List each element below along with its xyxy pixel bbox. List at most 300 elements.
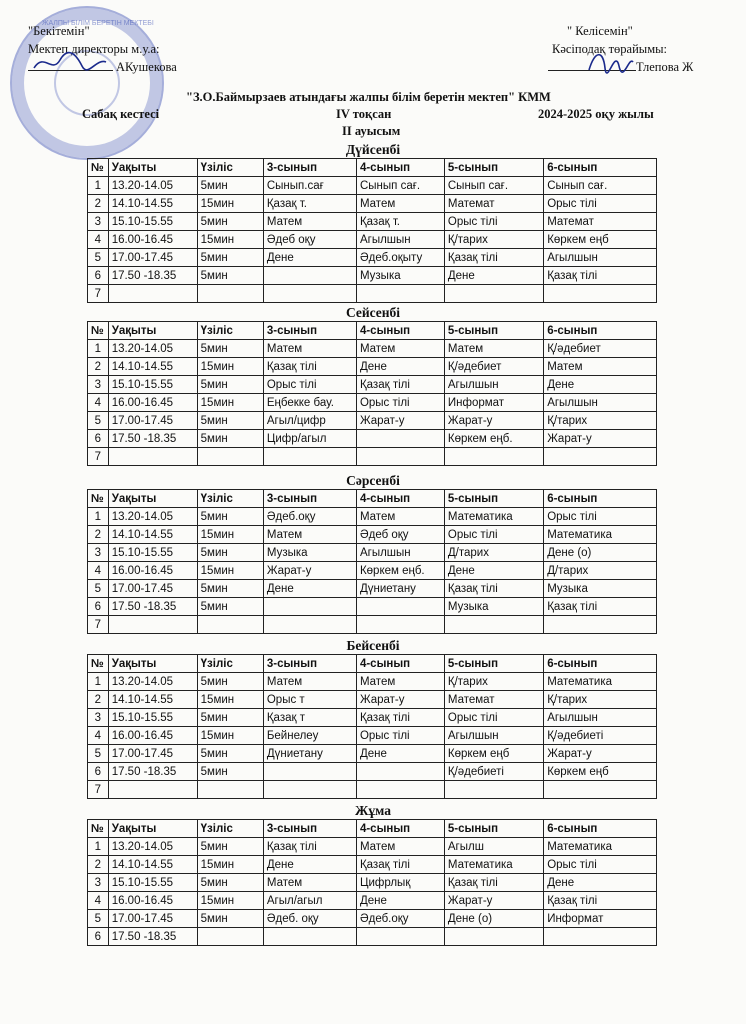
- column-header: 3-сынып: [263, 322, 356, 340]
- subject-cell: Дене: [356, 892, 444, 910]
- subject-cell: Орыс тілі: [444, 709, 543, 727]
- approve-name: АКушекова: [116, 60, 177, 74]
- subject-cell: Музыка: [544, 580, 657, 598]
- column-header: Уақыты: [108, 322, 197, 340]
- break-duration: 5мин: [197, 763, 263, 781]
- agree-signature: [585, 46, 635, 76]
- column-header: №: [88, 159, 109, 177]
- subject-cell: Дене: [544, 874, 657, 892]
- subject-cell: [544, 928, 657, 946]
- break-duration: [197, 928, 263, 946]
- subject-cell: Музыка: [444, 598, 543, 616]
- table-row: [88, 195, 657, 213]
- subject-cell: [444, 616, 543, 634]
- subject-cell: Дүниетану: [356, 580, 444, 598]
- lesson-time: [108, 781, 197, 799]
- subject-cell: Дене: [356, 745, 444, 763]
- subject-cell: Орыс т: [263, 691, 356, 709]
- subject-cell: Агылшын: [356, 231, 444, 249]
- break-duration: 5мин: [197, 249, 263, 267]
- lesson-time: 15.10-15.55: [108, 213, 197, 231]
- subject-cell: Қазақ тілі: [263, 358, 356, 376]
- column-header: Үзіліс: [197, 490, 263, 508]
- table-row: [88, 781, 657, 799]
- subject-cell: Цифрлық: [356, 874, 444, 892]
- school-year: 2024-2025 оқу жылы: [538, 107, 654, 121]
- subject-cell: Қазақ тілі: [544, 598, 657, 616]
- lesson-time: 13.20-14.05: [108, 838, 197, 856]
- break-duration: 5мин: [197, 745, 263, 763]
- lesson-time: 14.10-14.55: [108, 195, 197, 213]
- column-header: Үзіліс: [197, 655, 263, 673]
- break-duration: 5мин: [197, 598, 263, 616]
- subject-cell: Матем: [356, 340, 444, 358]
- subject-cell: Әдеб.оқыту: [356, 249, 444, 267]
- table-row: [88, 874, 657, 892]
- day-title: Сәрсенбі: [346, 473, 400, 488]
- table-header-row: [88, 159, 657, 177]
- lesson-number: 6: [88, 763, 109, 781]
- subject-cell: Математика: [544, 526, 657, 544]
- table-row: [88, 838, 657, 856]
- column-header: 3-сынып: [263, 820, 356, 838]
- subject-cell: Цифр/агыл: [263, 430, 356, 448]
- table-row: [88, 928, 657, 946]
- column-header: 4-сынып: [356, 820, 444, 838]
- subject-cell: [444, 285, 543, 303]
- subject-cell: Матем: [444, 340, 543, 358]
- subject-cell: [444, 448, 543, 466]
- subject-cell: Матем: [263, 340, 356, 358]
- break-duration: 5мин: [197, 430, 263, 448]
- break-duration: 5мин: [197, 580, 263, 598]
- lesson-number: 6: [88, 928, 109, 946]
- subject-cell: Математ: [544, 213, 657, 231]
- column-header: Уақыты: [108, 490, 197, 508]
- subject-cell: Көркем еңб.: [444, 430, 543, 448]
- subject-cell: Көркем еңб.: [356, 562, 444, 580]
- table-row: [88, 727, 657, 745]
- subject-cell: Агылшын: [444, 376, 543, 394]
- column-header: 4-сынып: [356, 322, 444, 340]
- subject-cell: Жарат-у: [356, 691, 444, 709]
- lesson-number: 1: [88, 177, 109, 195]
- table-row: [88, 580, 657, 598]
- lesson-time: 13.20-14.05: [108, 340, 197, 358]
- approve-role: Мектеп директоры м.у.а:: [28, 42, 160, 56]
- subject-cell: Музыка: [263, 544, 356, 562]
- subject-cell: Информат: [544, 910, 657, 928]
- subject-cell: Агылшын: [444, 727, 543, 745]
- break-duration: [197, 616, 263, 634]
- lesson-time: 16.00-16.45: [108, 394, 197, 412]
- lesson-number: 3: [88, 213, 109, 231]
- lesson-number: 1: [88, 838, 109, 856]
- table-header-row: [88, 820, 657, 838]
- schedule-table: [87, 654, 657, 799]
- table-row: [88, 412, 657, 430]
- subject-cell: Жарат-у: [444, 412, 543, 430]
- lesson-number: 2: [88, 526, 109, 544]
- day-title: Бейсенбі: [346, 638, 400, 653]
- lesson-time: 17.00-17.45: [108, 745, 197, 763]
- subject-cell: Дене: [544, 376, 657, 394]
- subject-cell: Музыка: [356, 267, 444, 285]
- subject-cell: Сынып.сағ: [263, 177, 356, 195]
- subject-cell: Қазақ тілі: [356, 709, 444, 727]
- table-row: [88, 358, 657, 376]
- subject-cell: Сынып сағ.: [444, 177, 543, 195]
- lesson-number: 5: [88, 249, 109, 267]
- subject-cell: [544, 616, 657, 634]
- table-row: [88, 376, 657, 394]
- subject-cell: Қазақ тілі: [356, 856, 444, 874]
- lesson-time: 14.10-14.55: [108, 526, 197, 544]
- lesson-number: 4: [88, 231, 109, 249]
- subject-cell: [356, 448, 444, 466]
- break-duration: 15мин: [197, 892, 263, 910]
- column-header: Үзіліс: [197, 820, 263, 838]
- subject-cell: Қ/әдебиеті: [544, 727, 657, 745]
- agree-role: Кәсіподақ төрайымы:: [552, 42, 667, 56]
- subject-cell: Қ/әдебиет: [444, 358, 543, 376]
- lesson-time: [108, 448, 197, 466]
- subject-cell: Дене: [444, 267, 543, 285]
- subject-cell: Матем: [263, 526, 356, 544]
- table-row: [88, 616, 657, 634]
- lesson-number: 6: [88, 430, 109, 448]
- subject-cell: Математика: [444, 508, 543, 526]
- subject-cell: Орыс тілі: [544, 195, 657, 213]
- subject-cell: Сынып сағ.: [544, 177, 657, 195]
- lesson-number: 6: [88, 267, 109, 285]
- subject-cell: Орыс тілі: [263, 376, 356, 394]
- table-row: [88, 213, 657, 231]
- subject-cell: [544, 448, 657, 466]
- lesson-time: 13.20-14.05: [108, 508, 197, 526]
- break-duration: [197, 448, 263, 466]
- lesson-number: 6: [88, 598, 109, 616]
- subject-cell: Қ/әдебиеті: [444, 763, 543, 781]
- column-header: №: [88, 490, 109, 508]
- subject-cell: Агылш: [444, 838, 543, 856]
- subject-cell: [544, 285, 657, 303]
- subject-cell: Жарат-у: [444, 892, 543, 910]
- subject-cell: Орыс тілі: [356, 727, 444, 745]
- subject-cell: Агылшын: [544, 709, 657, 727]
- schedule-table: [87, 158, 657, 303]
- subject-cell: Дүниетану: [263, 745, 356, 763]
- column-header: 5-сынып: [444, 655, 543, 673]
- subject-cell: Дене (о): [444, 910, 543, 928]
- lesson-time: 16.00-16.45: [108, 892, 197, 910]
- break-duration: 5мин: [197, 508, 263, 526]
- table-row: [88, 285, 657, 303]
- subject-cell: Агыл/цифр: [263, 412, 356, 430]
- subject-cell: Қ/тарих: [444, 231, 543, 249]
- subject-cell: [356, 430, 444, 448]
- subject-cell: Матем: [356, 195, 444, 213]
- lesson-number: 1: [88, 673, 109, 691]
- break-duration: 15мин: [197, 231, 263, 249]
- lesson-number: 3: [88, 709, 109, 727]
- column-header: Үзіліс: [197, 322, 263, 340]
- lesson-time: 14.10-14.55: [108, 856, 197, 874]
- subject-cell: Математика: [444, 856, 543, 874]
- schedule-table: [87, 819, 657, 946]
- subject-cell: Қазақ т: [263, 709, 356, 727]
- subject-cell: Әдеб.оқу: [356, 910, 444, 928]
- stamp-text: ЖАЛПЫ БІЛІМ БЕРЕТІН МЕКТЕБІ: [42, 20, 154, 27]
- lesson-number: 4: [88, 394, 109, 412]
- subject-cell: Информат: [444, 394, 543, 412]
- lesson-time: 15.10-15.55: [108, 544, 197, 562]
- subject-cell: [356, 285, 444, 303]
- subject-cell: Сынып сағ.: [356, 177, 444, 195]
- lesson-time: 13.20-14.05: [108, 177, 197, 195]
- table-row: [88, 691, 657, 709]
- subject-cell: Орыс тілі: [444, 526, 543, 544]
- break-duration: 15мин: [197, 394, 263, 412]
- column-header: Уақыты: [108, 159, 197, 177]
- day-title: Дүйсенбі: [345, 142, 401, 157]
- break-duration: 5мин: [197, 177, 263, 195]
- subject-cell: Дене: [263, 580, 356, 598]
- subject-cell: [356, 616, 444, 634]
- subject-cell: Орыс тілі: [544, 508, 657, 526]
- lesson-time: 17.00-17.45: [108, 412, 197, 430]
- lesson-time: 17.00-17.45: [108, 910, 197, 928]
- column-header: 3-сынып: [263, 655, 356, 673]
- subject-cell: Бейнелеу: [263, 727, 356, 745]
- lesson-number: 2: [88, 358, 109, 376]
- subject-cell: Матем: [356, 508, 444, 526]
- table-row: [88, 745, 657, 763]
- agree-name: Тлепова Ж: [636, 60, 694, 74]
- subject-cell: [356, 781, 444, 799]
- subject-cell: [356, 598, 444, 616]
- table-row: [88, 394, 657, 412]
- break-duration: 5мин: [197, 709, 263, 727]
- subject-cell: Математика: [544, 673, 657, 691]
- subject-cell: Агылшын: [356, 544, 444, 562]
- column-header: 3-сынып: [263, 159, 356, 177]
- lesson-number: 5: [88, 745, 109, 763]
- subject-cell: Жарат-у: [544, 745, 657, 763]
- break-duration: 15мин: [197, 526, 263, 544]
- subject-cell: Агылшын: [544, 394, 657, 412]
- break-duration: 5мин: [197, 838, 263, 856]
- lesson-number: 3: [88, 874, 109, 892]
- column-header: 6-сынып: [544, 820, 657, 838]
- subject-cell: Математ: [444, 691, 543, 709]
- column-header: Үзіліс: [197, 159, 263, 177]
- table-row: [88, 673, 657, 691]
- table-row: [88, 598, 657, 616]
- subject-cell: Математика: [544, 838, 657, 856]
- doc-title: Сабақ кестесі: [82, 107, 160, 121]
- lesson-time: 16.00-16.45: [108, 231, 197, 249]
- table-row: [88, 562, 657, 580]
- table-header-row: [88, 655, 657, 673]
- break-duration: 5мин: [197, 376, 263, 394]
- lesson-time: 17.50 -18.35: [108, 430, 197, 448]
- table-row: [88, 508, 657, 526]
- subject-cell: Көркем еңб: [444, 745, 543, 763]
- column-header: 5-сынып: [444, 820, 543, 838]
- subject-cell: Жарат-у: [263, 562, 356, 580]
- subject-cell: Қазақ тілі: [444, 580, 543, 598]
- subject-cell: Көркем еңб: [544, 231, 657, 249]
- lesson-number: 4: [88, 562, 109, 580]
- subject-cell: [263, 448, 356, 466]
- lesson-number: 5: [88, 910, 109, 928]
- subject-cell: [263, 928, 356, 946]
- subject-cell: Дене: [263, 249, 356, 267]
- break-duration: 15мин: [197, 562, 263, 580]
- break-duration: 5мин: [197, 874, 263, 892]
- subject-cell: Агыл/агыл: [263, 892, 356, 910]
- lesson-number: 1: [88, 340, 109, 358]
- table-row: [88, 856, 657, 874]
- subject-cell: [444, 781, 543, 799]
- subject-cell: Жарат-у: [356, 412, 444, 430]
- table-row: [88, 249, 657, 267]
- table-row: [88, 892, 657, 910]
- lesson-number: 7: [88, 285, 109, 303]
- school-name: "З.О.Баймырзаев атындағы жалпы білім беретін мектеп" КММ: [186, 90, 551, 104]
- column-header: №: [88, 655, 109, 673]
- lesson-number: 1: [88, 508, 109, 526]
- break-duration: [197, 285, 263, 303]
- break-duration: [197, 781, 263, 799]
- table-header-row: [88, 322, 657, 340]
- subject-cell: [544, 781, 657, 799]
- subject-cell: [356, 763, 444, 781]
- table-row: [88, 340, 657, 358]
- subject-cell: Д/тарих: [444, 544, 543, 562]
- subject-cell: [263, 781, 356, 799]
- column-header: №: [88, 820, 109, 838]
- subject-cell: Жарат-у: [544, 430, 657, 448]
- lesson-number: 7: [88, 781, 109, 799]
- subject-cell: Матем: [263, 213, 356, 231]
- lesson-time: 17.50 -18.35: [108, 763, 197, 781]
- lesson-number: 7: [88, 616, 109, 634]
- lesson-time: 17.50 -18.35: [108, 928, 197, 946]
- lesson-time: 14.10-14.55: [108, 358, 197, 376]
- lesson-time: 17.50 -18.35: [108, 267, 197, 285]
- column-header: 5-сынып: [444, 159, 543, 177]
- day-title: Сейсенбі: [345, 305, 401, 320]
- break-duration: 15мин: [197, 358, 263, 376]
- subject-cell: [263, 616, 356, 634]
- table-row: [88, 709, 657, 727]
- subject-cell: Қазақ тілі: [544, 892, 657, 910]
- table-row: [88, 430, 657, 448]
- break-duration: 15мин: [197, 691, 263, 709]
- column-header: 4-сынып: [356, 159, 444, 177]
- column-header: Уақыты: [108, 655, 197, 673]
- lesson-number: 4: [88, 892, 109, 910]
- subject-cell: Әдеб.оқу: [263, 508, 356, 526]
- day-title: Жұма: [355, 803, 391, 818]
- lesson-number: 2: [88, 691, 109, 709]
- table-header-row: [88, 490, 657, 508]
- subject-cell: Матем: [544, 358, 657, 376]
- column-header: 5-сынып: [444, 322, 543, 340]
- subject-cell: Дене (о): [544, 544, 657, 562]
- break-duration: 5мин: [197, 267, 263, 285]
- break-duration: 5мин: [197, 673, 263, 691]
- subject-cell: Дене: [444, 562, 543, 580]
- lesson-time: 16.00-16.45: [108, 562, 197, 580]
- subject-cell: Қазақ тілі: [263, 838, 356, 856]
- lesson-number: 2: [88, 195, 109, 213]
- subject-cell: [263, 267, 356, 285]
- subject-cell: Орыс тілі: [444, 213, 543, 231]
- lesson-time: 14.10-14.55: [108, 691, 197, 709]
- subject-cell: Матем: [356, 673, 444, 691]
- column-header: 4-сынып: [356, 655, 444, 673]
- break-duration: 5мин: [197, 340, 263, 358]
- subject-cell: Қазақ тілі: [544, 267, 657, 285]
- column-header: Уақыты: [108, 820, 197, 838]
- column-header: 6-сынып: [544, 159, 657, 177]
- subject-cell: [263, 598, 356, 616]
- subject-cell: Матем: [263, 673, 356, 691]
- subject-cell: Қазақ тілі: [444, 249, 543, 267]
- table-row: [88, 544, 657, 562]
- subject-cell: Дене: [263, 856, 356, 874]
- subject-cell: Орыс тілі: [356, 394, 444, 412]
- lesson-time: 17.50 -18.35: [108, 598, 197, 616]
- subject-cell: [356, 928, 444, 946]
- subject-cell: Дене: [356, 358, 444, 376]
- subject-cell: Әдеб оқу: [263, 231, 356, 249]
- subject-cell: Орыс тілі: [544, 856, 657, 874]
- break-duration: 5мин: [197, 544, 263, 562]
- break-duration: 15мин: [197, 195, 263, 213]
- column-header: 6-сынып: [544, 490, 657, 508]
- subject-cell: Әдеб оқу: [356, 526, 444, 544]
- lesson-number: 3: [88, 376, 109, 394]
- break-duration: 15мин: [197, 727, 263, 745]
- subject-cell: Математ: [444, 195, 543, 213]
- lesson-time: 17.00-17.45: [108, 249, 197, 267]
- agree-title: " Келісемін": [567, 24, 633, 38]
- lesson-number: 2: [88, 856, 109, 874]
- lesson-number: 5: [88, 412, 109, 430]
- subject-cell: Қазақ т.: [263, 195, 356, 213]
- subject-cell: Қазақ тілі: [356, 376, 444, 394]
- approve-signature: [30, 50, 110, 76]
- column-header: 5-сынып: [444, 490, 543, 508]
- break-duration: 5мин: [197, 412, 263, 430]
- lesson-time: 15.10-15.55: [108, 709, 197, 727]
- subject-cell: Д/тарих: [544, 562, 657, 580]
- table-row: [88, 910, 657, 928]
- table-row: [88, 177, 657, 195]
- subject-cell: Әдеб. оқу: [263, 910, 356, 928]
- subject-cell: Қазақ т.: [356, 213, 444, 231]
- lesson-number: 3: [88, 544, 109, 562]
- column-header: 4-сынып: [356, 490, 444, 508]
- subject-cell: [263, 763, 356, 781]
- lesson-time: 17.00-17.45: [108, 580, 197, 598]
- break-duration: 5мин: [197, 910, 263, 928]
- lesson-number: 4: [88, 727, 109, 745]
